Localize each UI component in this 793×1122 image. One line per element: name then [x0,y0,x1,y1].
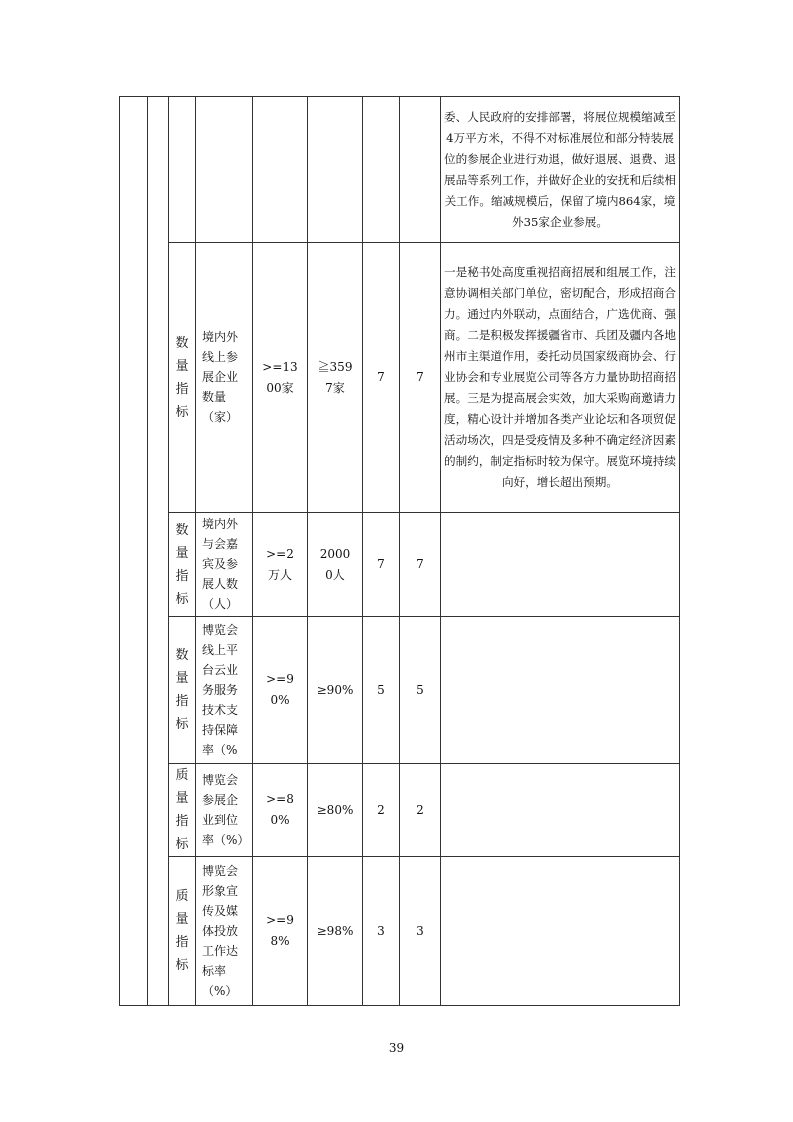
indicator-type: 质量指标 [169,764,196,857]
indicator-name: 博览会参展企业到位率（%） [196,764,253,857]
table-row [120,243,680,513]
score-value: 7 [400,513,441,617]
indicator-name: 博览会形象宣传及媒体投放工作达标率（%） [196,857,253,1006]
performance-indicator-table [119,96,680,1006]
deviation-description [441,764,680,857]
target-value: >=1300家 [253,243,308,513]
score-value: 2 [400,764,441,857]
table-row [120,857,680,1006]
deviation-description: 委、人民政府的安排部署，将展位规模缩减至4万平方米，不得不对标准展位和部分特装展位的参展企业进行劝退，做好退展、退费、退展品等系列工作，并做好企业的安抚和后续相关工作。缩减规模后，保留了境内864家，境外35家企业参展。 [441,97,680,243]
score-value: 3 [400,857,441,1006]
weight-value: 2 [363,764,400,857]
indicator-name: 境内外与会嘉宾及参展人数（人） [196,513,253,617]
actual-value: ≥80% [308,764,363,857]
indicator-name: 博览会线上平台云业务服务技术支持保障率（% [196,617,253,764]
weight-value: 7 [363,243,400,513]
target-value: >=98% [253,857,308,1006]
target-value [253,97,308,243]
indicator-type: 数量指标 [169,513,196,617]
table-row [120,617,680,764]
weight-value: 3 [363,857,400,1006]
actual-value: 20000人 [308,513,363,617]
actual-value: ≥98% [308,857,363,1006]
score-value: 7 [400,243,441,513]
actual-value: ≥90% [308,617,363,764]
table-row [120,97,680,243]
first-level-indicator-cell [120,97,148,1006]
target-value: >=90% [253,617,308,764]
weight-value: 7 [363,513,400,617]
target-value: >=2万人 [253,513,308,617]
indicator-type [169,97,196,243]
actual-value: ≧3597家 [308,243,363,513]
weight-value: 5 [363,617,400,764]
deviation-description [441,857,680,1006]
indicator-type: 数量指标 [169,617,196,764]
indicator-type: 质量指标 [169,857,196,1006]
table-row [120,513,680,617]
indicator-type: 数量指标 [169,243,196,513]
deviation-description: 一是秘书处高度重视招商招展和组展工作，注意协调相关部门单位，密切配合，形成招商合力。通过内外联动，点面结合，广选优商、强商。二是积极发挥援疆省市、兵团及疆内各地州市主渠道作用，委托动员国家级商协会、行业协会和专业展览公司等各方力量协助招商招展。三是为提高展会实效，加大采购商邀请力度，精心设计并增加各类产业论坛和各项贸促活动场次，四是受疫情及多种不确定经济因素的制约，制定指标时较为保守。展览环境持续向好，增长超出预期。 [441,243,680,513]
page-number: 39 [388,1041,405,1055]
indicator-name [196,97,253,243]
weight-value [363,97,400,243]
table-row [120,764,680,857]
target-value: >=80% [253,764,308,857]
indicator-name: 境内外线上参展企业数量（家） [196,243,253,513]
actual-value [308,97,363,243]
score-value [400,97,441,243]
deviation-description [441,513,680,617]
score-value: 5 [400,617,441,764]
deviation-description [441,617,680,764]
second-level-indicator-cell [148,97,169,1006]
